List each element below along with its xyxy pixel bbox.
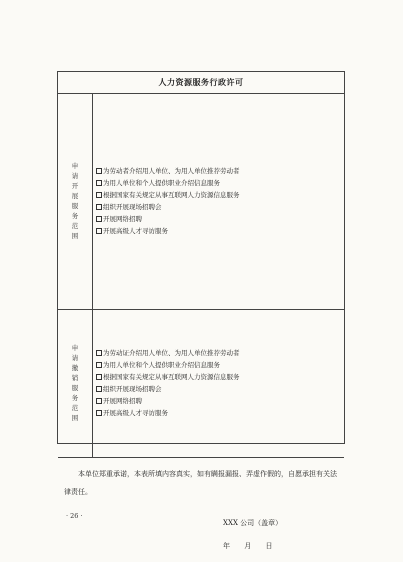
checkbox[interactable] xyxy=(96,350,102,356)
list-item xyxy=(96,395,340,407)
list-item xyxy=(96,189,340,201)
list-item xyxy=(96,201,340,213)
list-item xyxy=(96,383,340,395)
option-label: 根据国家有关规定从事互联网人力资源信息服务 xyxy=(103,191,240,199)
checkbox[interactable] xyxy=(96,216,102,222)
label-char: 撤 xyxy=(71,364,79,372)
checkbox[interactable] xyxy=(96,168,102,174)
form-title: 人力资源服务行政许可 xyxy=(58,72,344,94)
label-char: 请 xyxy=(71,354,79,362)
revoke-scope-label xyxy=(58,309,93,457)
revoke-scope-options xyxy=(96,309,340,457)
label-char: 范 xyxy=(71,222,79,230)
checkbox[interactable] xyxy=(96,374,102,380)
apply-scope-label xyxy=(58,93,93,309)
option-label: 开展网络招聘 xyxy=(103,215,142,223)
label-char: 申 xyxy=(71,344,79,352)
label-char: 申 xyxy=(71,162,79,170)
option-label: 开展高级人才寻访服务 xyxy=(103,409,168,417)
label-char: 务 xyxy=(71,212,79,220)
option-label: 为劳动证介绍用人单位、为用人单位推荐劳动者 xyxy=(103,349,240,357)
page-number: · 26 · xyxy=(66,512,83,520)
checkbox[interactable] xyxy=(96,180,102,186)
revoke-scope-section xyxy=(58,309,344,458)
list-item xyxy=(96,213,340,225)
label-char: 围 xyxy=(71,232,79,240)
apply-scope-section xyxy=(58,93,344,310)
label-char: 范 xyxy=(71,404,79,412)
list-item xyxy=(96,371,340,383)
label-char: 务 xyxy=(71,394,79,402)
option-label: 根据国家有关规定从事互联网人力资源信息服务 xyxy=(103,373,240,381)
list-item xyxy=(96,407,340,419)
pledge-text: 本单位郑重承诺，本表所填内容真实，如有瞒报漏报、弄虚作假的，自愿承担有关法律责任。 xyxy=(64,470,337,496)
list-item xyxy=(96,225,340,237)
checkbox[interactable] xyxy=(96,204,102,210)
label-char: 服 xyxy=(71,384,79,392)
checkbox[interactable] xyxy=(96,386,102,392)
list-item xyxy=(96,359,340,371)
option-label: 组织开展现场招聘会 xyxy=(103,203,162,211)
label-char: 围 xyxy=(71,414,79,422)
checkbox[interactable] xyxy=(96,228,102,234)
label-char: 服 xyxy=(71,202,79,210)
option-label: 组织开展现场招聘会 xyxy=(103,385,162,393)
list-item xyxy=(96,347,340,359)
option-label: 为劳动者介绍用人单位、为用人单位推荐劳动者 xyxy=(103,167,240,175)
list-item xyxy=(96,177,340,189)
option-label: 为用人单位和个人提供职业介绍信息服务 xyxy=(103,361,220,369)
company-seal-line: XXX 公司（盖章） xyxy=(223,519,283,527)
label-char: 展 xyxy=(71,192,79,200)
label-char: 开 xyxy=(71,182,79,190)
label-char: 销 xyxy=(71,374,79,382)
checkbox[interactable] xyxy=(96,362,102,368)
list-item xyxy=(96,165,340,177)
checkbox[interactable] xyxy=(96,398,102,404)
date-line: 年 月 日 xyxy=(223,542,273,550)
checkbox[interactable] xyxy=(96,192,102,198)
label-char: 请 xyxy=(71,172,79,180)
option-label: 开展网络招聘 xyxy=(103,397,142,405)
apply-scope-options xyxy=(96,93,340,309)
checkbox[interactable] xyxy=(96,410,102,416)
option-label: 开展高级人才寻访服务 xyxy=(103,227,168,235)
option-label: 为用人单位和个人提供职业介绍信息服务 xyxy=(103,179,220,187)
